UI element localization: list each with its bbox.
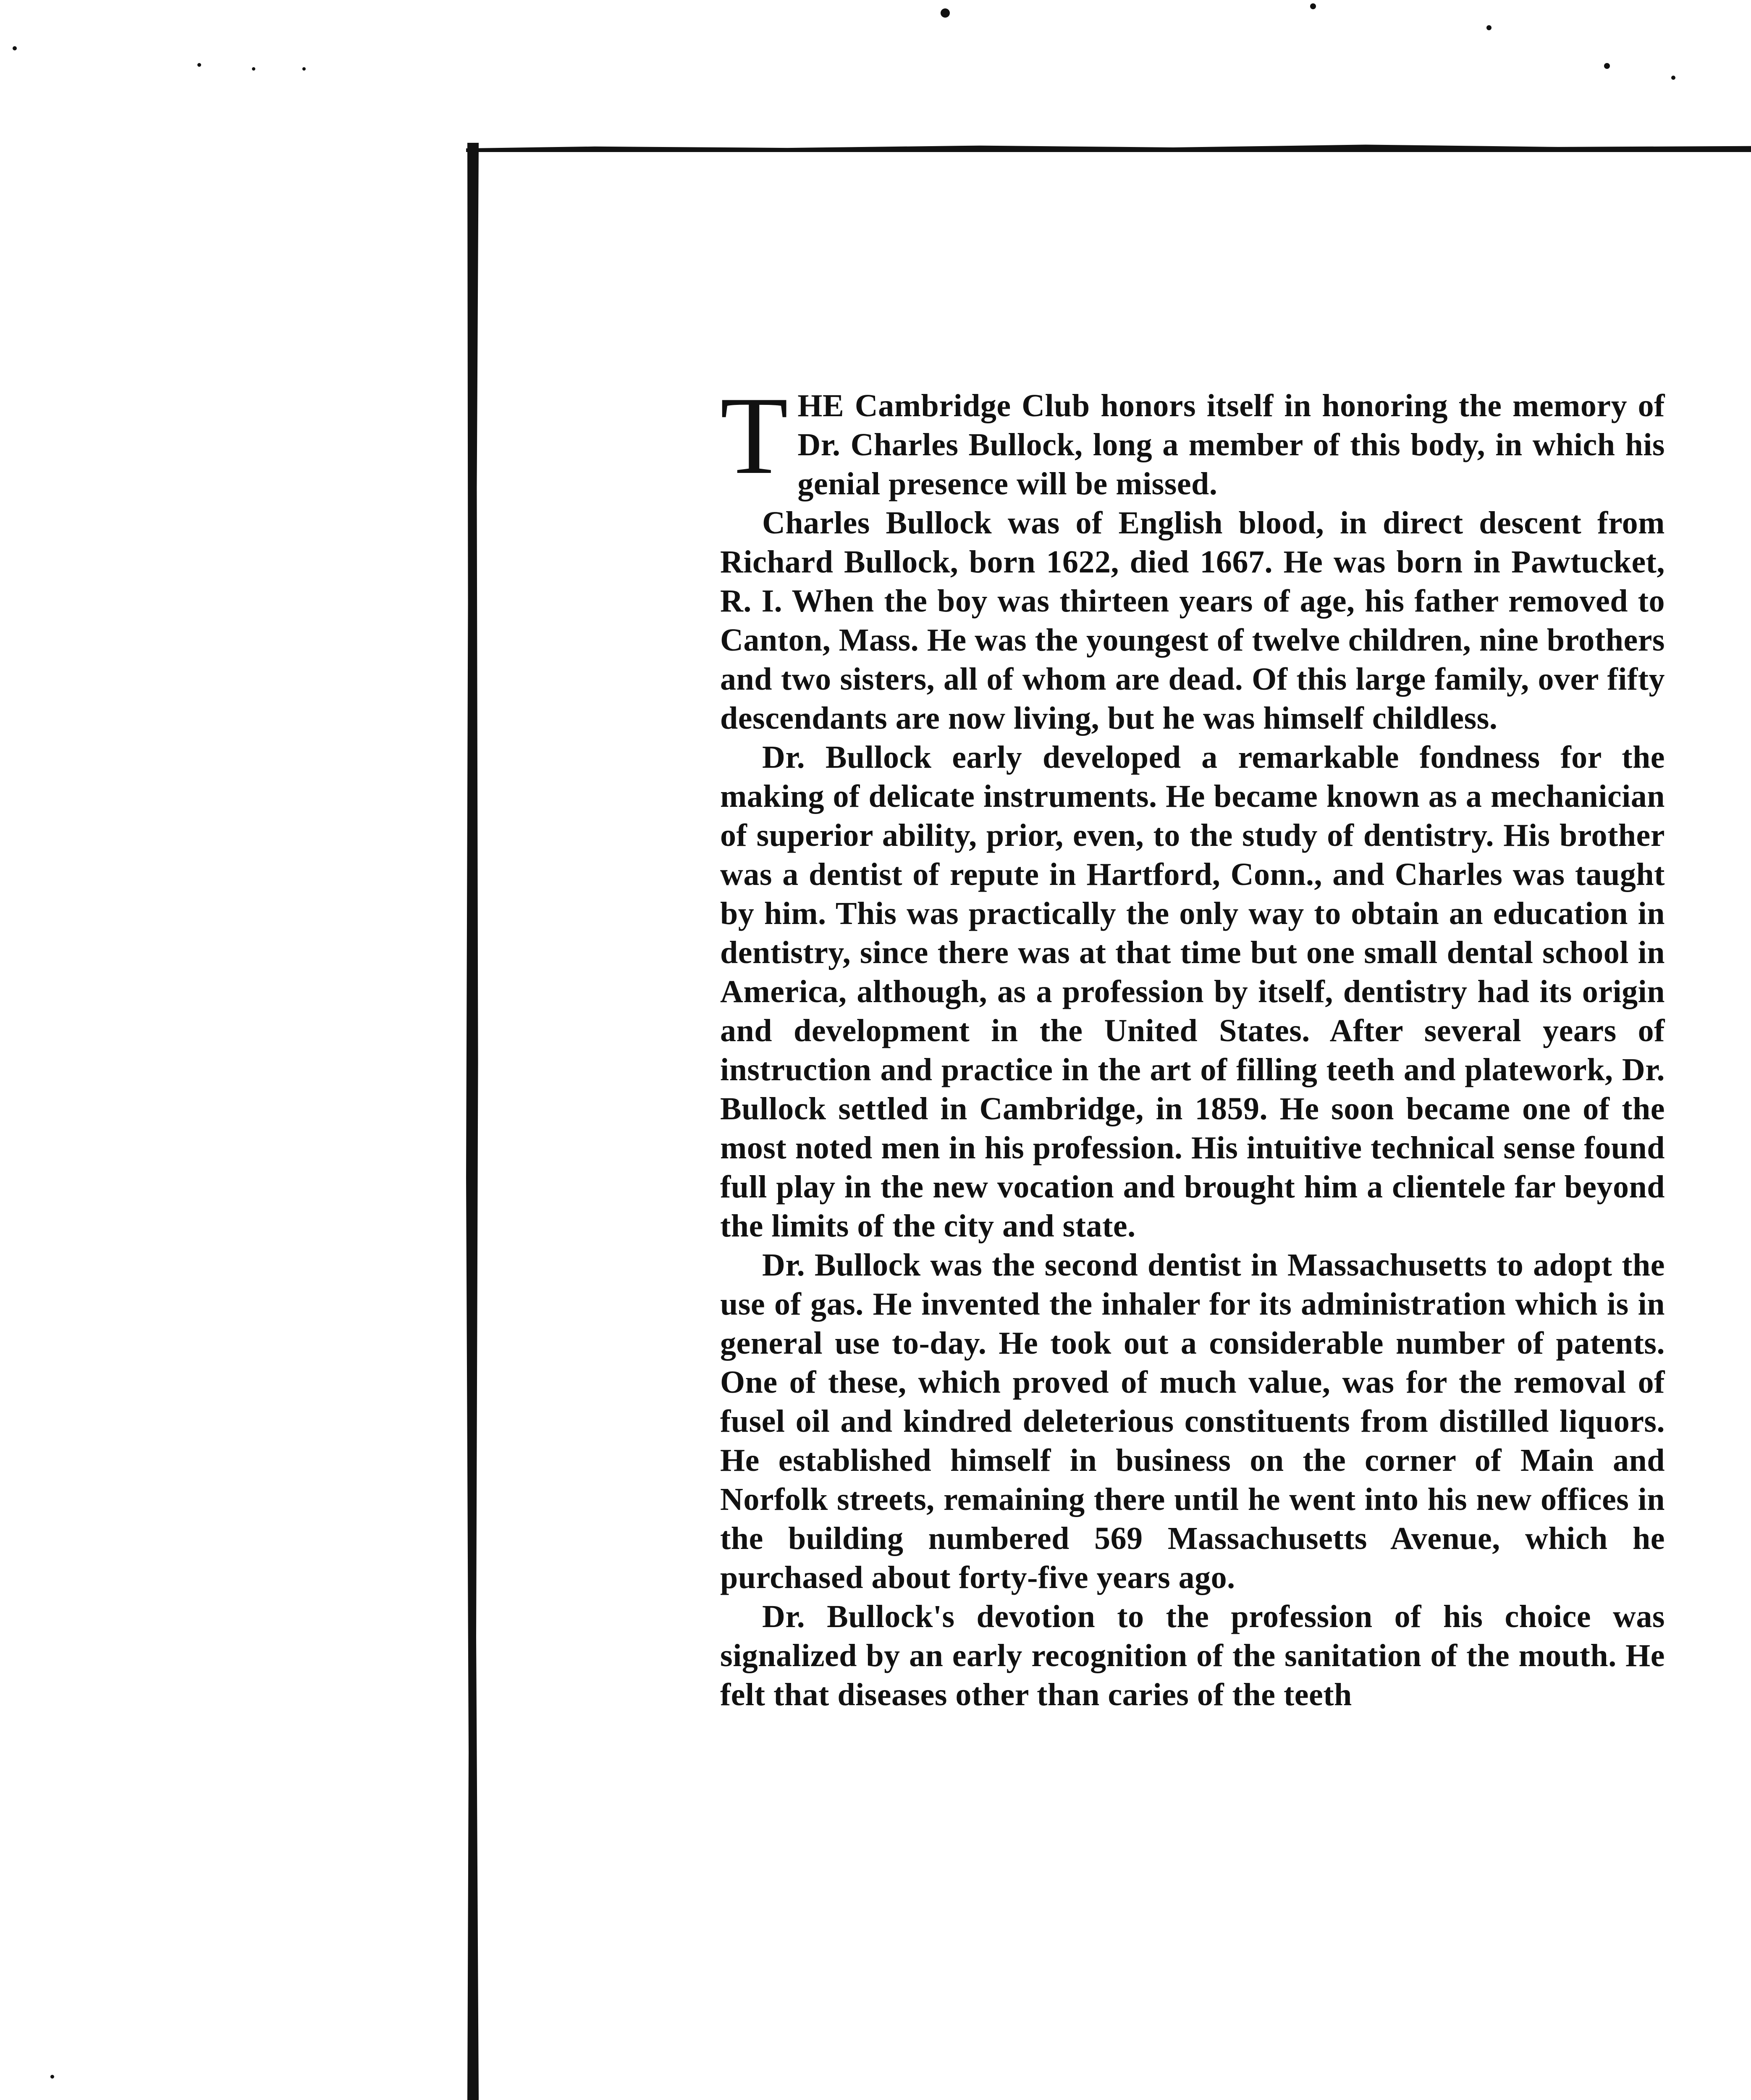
scan-speck: [50, 2075, 54, 2079]
opening-paragraph: [720, 374, 1665, 504]
body-paragraph: Dr. Bullock's devotion to the profession of his choice was signalized by an early recognition of the sanitation of the mouth. He felt that diseases other than caries of the teeth: [720, 1599, 1665, 1712]
scan-speck: [13, 46, 17, 50]
scan-speck: [1486, 25, 1491, 30]
scan-speck: [252, 67, 255, 71]
page-edge-left: [466, 143, 479, 2100]
drop-cap: T: [720, 374, 789, 497]
scan-speck: [1310, 3, 1316, 9]
body-paragraph: Charles Bullock was of English blood, in direct descent from Richard Bullock, born 1622, died 1667. He was born in Pawtucket, R. I. When the boy was thirteen years of age, his father removed to Canton, Mass. He was the youngest of twelve children, nine brothers and two sisters, all of whom are dead. Of this large family, over fifty descendants are now living, but he was himself childless.: [720, 505, 1665, 736]
body-paragraph: Dr. Bullock early developed a remarkable fondness for the making of delicate instruments. He became known as a mechanician of superior ability, prior, even, to the study of dentistry. His brother was a dentist of repute in Hartford, Conn., and Charles was taught by him. This was practically the only way to obtain an education in dentistry, since there was at that time but one small dental school in America, although, as a profession by itself, dentistry had its origin and development in the United States. After several years of instruction and practice in the art of filling teeth and platework, Dr. Bullock settled in Cambridge, in 1859. He soon became one of the most noted men in his profession. His intuitive technical sense found full play in the new vocation and brought him a clientele far beyond the limits of the city and state.: [720, 740, 1665, 1244]
scan-speck: [302, 67, 306, 71]
opening-text: HE Cambridge Club honors itself in honoring the memory of Dr. Charles Bullock, long a member of this body, in which his genial presence will be missed.: [797, 388, 1665, 501]
scan-speck: [1671, 76, 1675, 80]
body-paragraph: Dr. Bullock was the second dentist in Massachusetts to adopt the use of gas. He invented the inhaler for its administration which is in general use to-day. He took out a considerable number of patents. One of these, which proved of much value, was for the removal of fusel oil and kindred deleterious constituents from distilled liquors. He established himself in business on the corner of Main and Norfolk streets, remaining there until he went into his new offices in the building numbered 569 Massachusetts Avenue, which he purchased about forty-five years ago.: [720, 1247, 1665, 1595]
page-edge-top: [466, 143, 1751, 152]
scan-speck: [1604, 63, 1610, 69]
article-body: [720, 374, 1665, 1714]
scan-speck: [941, 8, 950, 18]
scan-speck: [197, 63, 201, 67]
